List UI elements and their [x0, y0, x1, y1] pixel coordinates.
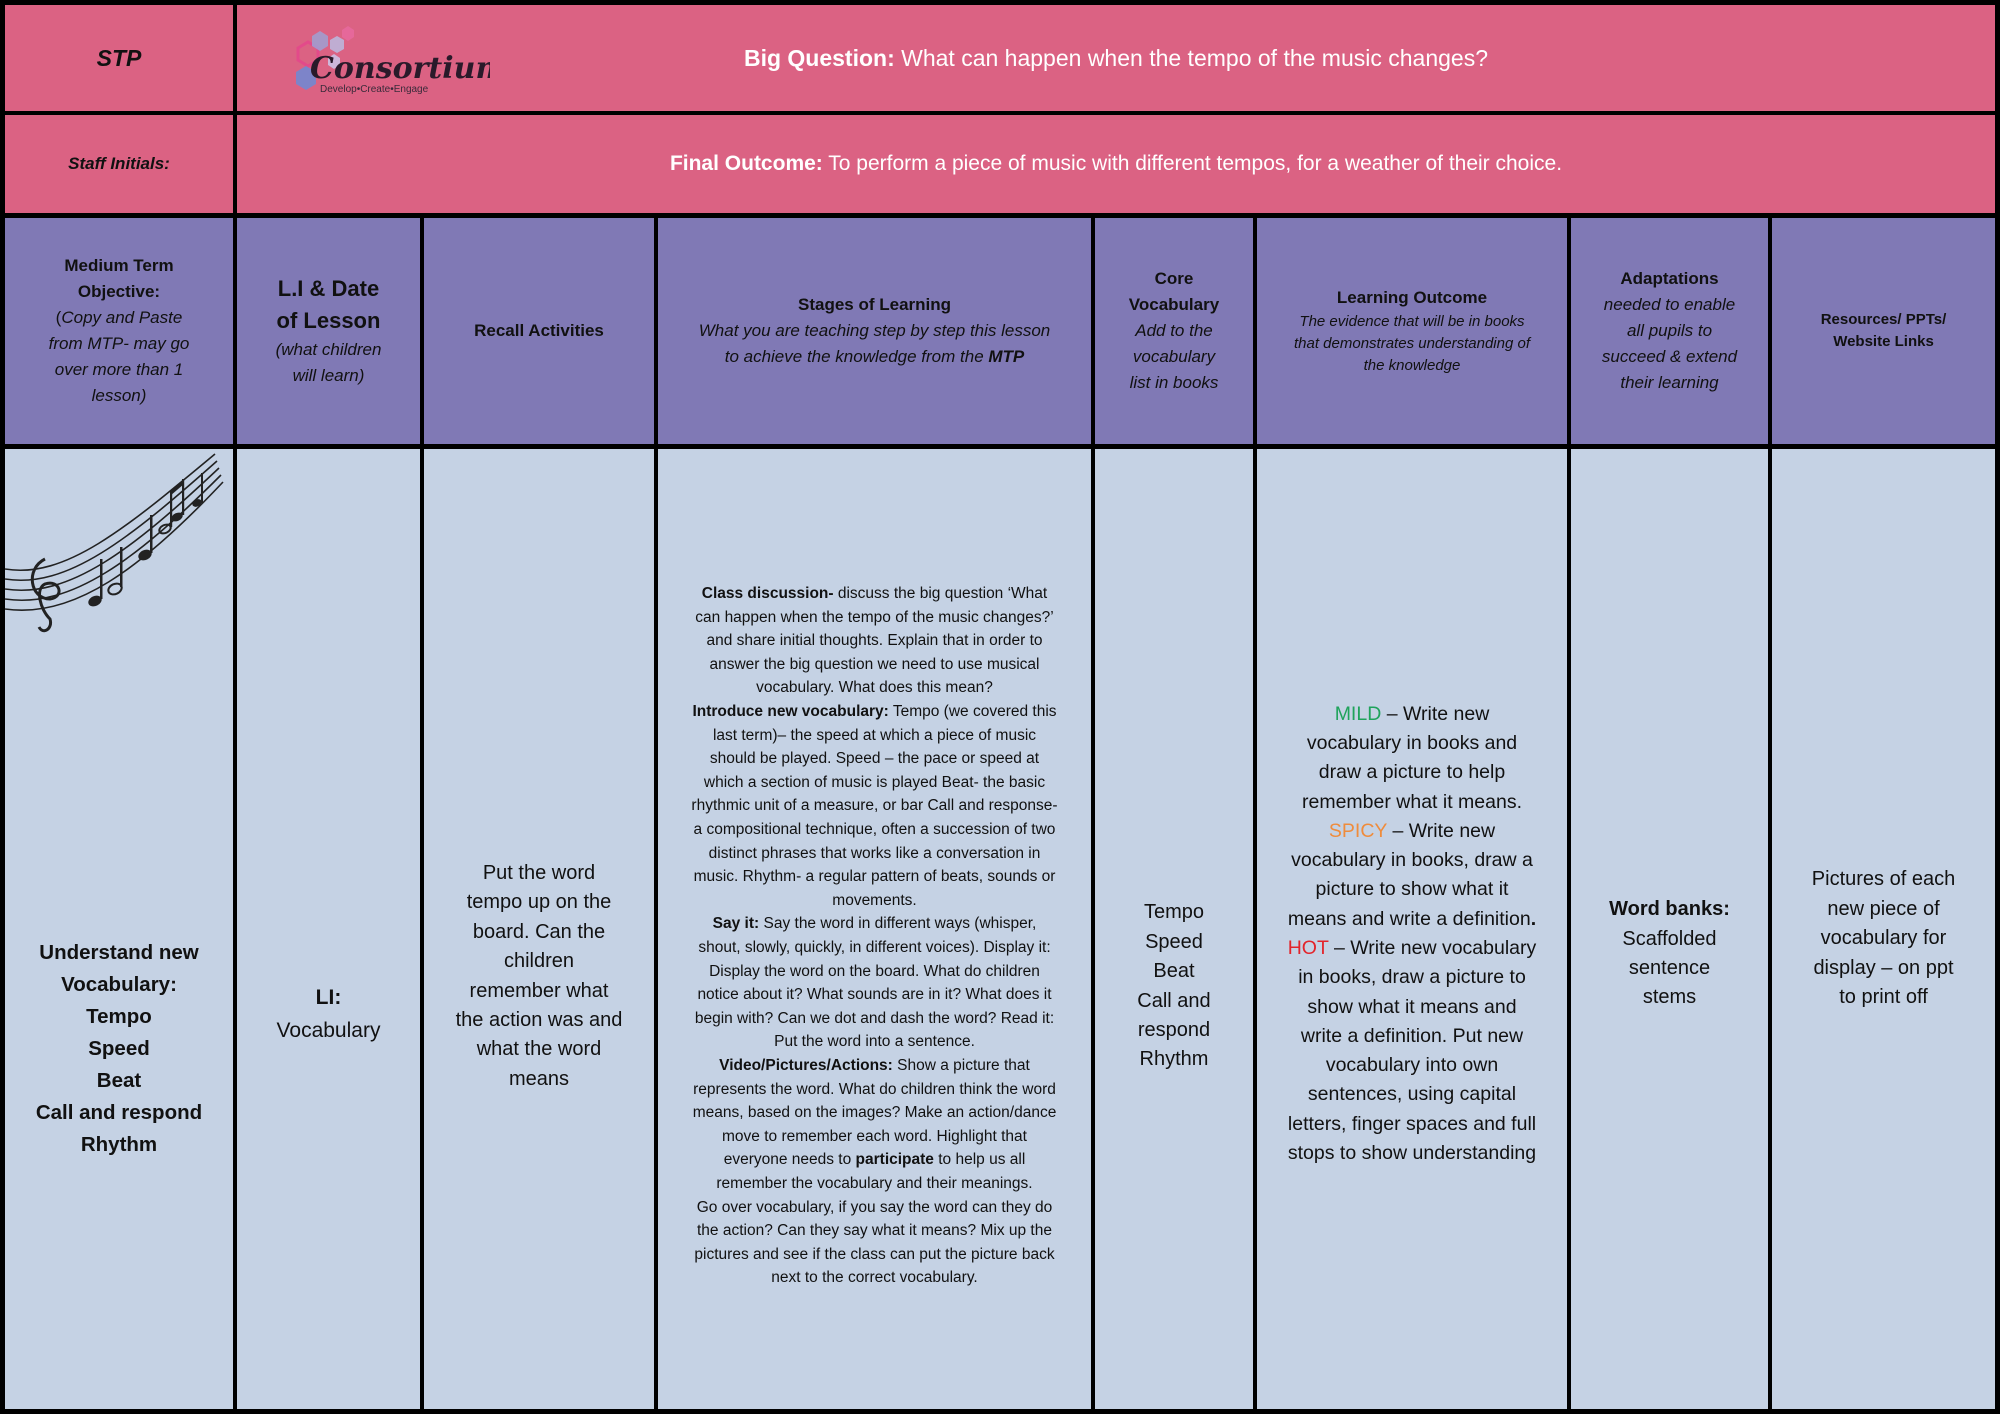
adapt-word-banks: Word banks:: [1609, 898, 1730, 921]
mto-line-2: Vocabulary:: [61, 973, 177, 996]
recall-line-2: tempo up on the: [466, 891, 612, 914]
stp-label: STP: [96, 44, 142, 71]
cell-adaptations: [1571, 449, 1768, 1409]
recall-line-4: children: [503, 950, 575, 973]
adapt-line-3: stems: [1642, 986, 1697, 1009]
header-core-vocabulary: [1095, 218, 1253, 444]
outcome-spicy: [1287, 817, 1537, 934]
resources-line-4: display – on ppt: [1813, 956, 1954, 979]
mto-line-3: Tempo: [86, 1005, 152, 1028]
consortium-logo: [270, 22, 490, 102]
adapt-title: Adaptations: [1620, 269, 1719, 288]
stages-p4-bold: Video/Pictures/Actions:: [719, 1056, 893, 1074]
stages-para-1: [690, 582, 1059, 700]
cell-core-vocabulary: [1095, 449, 1253, 1409]
stages-p4-bold2: participate: [855, 1151, 934, 1169]
stages-para-3: [690, 912, 1059, 1054]
stages-p1-text: discuss the big question ‘What can happen when the tempo of the music changes?’ and share initial thoughts. Explain that in order to answer the big question we need to use musical vocabulary. What does this mean?: [695, 585, 1054, 697]
cell-learning-outcome: [1257, 449, 1567, 1409]
mto-sub-4: over more than 1: [54, 360, 184, 379]
mild-text: – Write new vocabulary in books and draw a picture to help remember what it means.: [1302, 702, 1522, 813]
resources-line-5: to print off: [1839, 986, 1928, 1009]
vocab-sub-1: Add to the: [1135, 321, 1213, 340]
outcome-mild: [1287, 700, 1537, 817]
li-label: LI:: [315, 986, 342, 1009]
final-outcome-label: Final Outcome:: [669, 152, 823, 175]
resources-line-2: new piece of: [1827, 897, 1940, 920]
stp-cell: [5, 5, 233, 111]
recall-line-6: the action was and: [455, 1008, 623, 1031]
cell-resources: [1772, 449, 1995, 1409]
outcome-sub-2: that demonstrates understanding of: [1294, 335, 1530, 352]
mto-line-1: Understand new: [39, 941, 199, 964]
recall-line-5: remember what: [469, 979, 609, 1002]
vocab-line-6: Rhythm: [1139, 1048, 1209, 1071]
header-adaptations: [1571, 218, 1768, 444]
mto-sub-3: from MTP- may go: [48, 334, 190, 353]
vocab-title-2: Vocabulary: [1128, 295, 1220, 314]
spicy-text: – Write new vocabulary in books, draw a picture to show what it means and write a definition: [1287, 819, 1533, 930]
stages-p5-text: Go over vocabulary, if you say the word can they do the action? Can they say what it means? Mix up the pictures and see if the class can put the picture back next to the correct vocabulary.: [694, 1198, 1055, 1287]
hot-label: HOT: [1287, 937, 1329, 959]
recall-line-1: Put the word: [482, 861, 596, 884]
li-sub-1: (what children: [275, 340, 382, 359]
vocab-line-4: Call and: [1137, 989, 1211, 1012]
stages-p3-bold: Say it:: [712, 915, 760, 933]
vocab-line-2: Speed: [1145, 930, 1203, 953]
stages-p2-text: Tempo (we covered this last term)– the speed at which a piece of music should be played. Speed – the pace or speed at which a section of music is played Beat- the basic rhythmic unit of a measure, or bar Call and response- a compositional technique, often a succession of two distinct phrases that works like a conversation in music. Rhythm- a regular pattern of beats, sounds or movements.: [691, 703, 1058, 909]
stages-title: Stages of Learning: [797, 295, 952, 314]
stages-para-4: [690, 1054, 1059, 1196]
stages-p3-text: Say the word in different ways (whisper, shout, slowly, quickly, in different voices). Display it: Display the word on the board. What do children notice about it? What sounds are in it? What does it begin with? Can we dot and dash the word? Read it: Put the word into a sentence.: [694, 915, 1055, 1051]
stages-p1-bold: Class discussion-: [701, 585, 834, 603]
final-outcome-text: To perform a piece of music with different tempos, for a weather of their choice.: [822, 152, 1563, 175]
music-staff-icon: [5, 449, 225, 649]
hot-text: – Write new vocabulary in books, draw a picture to show what it means and write a definition. Put new vocabulary into own sentences, using capital letters, finger spaces and full stops to show understanding: [1287, 937, 1537, 1165]
outcome-sub-1: The evidence that will be in books: [1299, 313, 1525, 330]
big-question: [744, 45, 1488, 72]
adapt-sub-2: all pupils to: [1626, 321, 1713, 340]
li-text: Vocabulary: [276, 1019, 381, 1042]
recall-line-3: board. Can the: [472, 920, 606, 943]
cell-medium-term-objective: [5, 449, 233, 1409]
recall-title: Recall Activities: [474, 321, 604, 340]
stages-para-5: [690, 1196, 1059, 1290]
vocab-sub-2: vocabulary: [1132, 347, 1216, 366]
recall-line-7: what the word: [476, 1038, 602, 1061]
header-medium-term-objective: [5, 218, 233, 444]
stages-sub-1: What you are teaching step by step this lesson: [698, 321, 1051, 340]
final-outcome: [670, 152, 1562, 176]
mto-line-6: Call and respond: [35, 1101, 203, 1124]
adapt-sub-1: needed to enable: [1603, 295, 1736, 314]
mto-line-7: Rhythm: [80, 1133, 158, 1156]
adapt-line-2: sentence: [1628, 957, 1711, 979]
header-learning-outcome: [1257, 218, 1567, 444]
vocab-sub-3: list in books: [1129, 373, 1219, 392]
outcome-title: Learning Outcome: [1336, 288, 1488, 307]
resources-line-1: Pictures of each: [1811, 868, 1956, 891]
mto-sub-2: Copy and Paste: [61, 308, 183, 327]
cell-li: [237, 449, 420, 1409]
cell-stages-of-learning: [658, 449, 1091, 1409]
vocab-line-1: Tempo: [1143, 901, 1204, 924]
mto-sub-1: (: [55, 308, 62, 327]
spicy-label: SPICY: [1328, 819, 1388, 842]
stages-p2-bold: Introduce new vocabulary:: [692, 703, 889, 721]
outcome-hot: [1287, 934, 1537, 1168]
resources-line-3: vocabulary for: [1820, 927, 1947, 950]
mild-label: MILD: [1334, 702, 1382, 725]
staff-initials-cell: [5, 115, 233, 213]
header-li-date: [237, 218, 420, 444]
hexagon-logo-icon: [270, 22, 490, 102]
header-resources: [1772, 218, 1995, 444]
stages-p4-text2: to help us all remember the vocabulary and their meanings.: [716, 1151, 1033, 1192]
big-question-cell: [237, 5, 1995, 111]
stages-p4-text: Show a picture that represents the word. What do children think the word means, based on the images? Make an action/dance move to remember each word. Highlight that everyone needs to: [692, 1056, 1057, 1169]
staff-initials-label: Staff Initials:: [68, 154, 170, 173]
li-sub-2: will learn): [292, 366, 365, 385]
adapt-sub-4: their learning: [1620, 373, 1719, 392]
big-question-text: What can happen when the tempo of the music changes?: [894, 44, 1489, 71]
recall-line-8: means: [508, 1067, 570, 1090]
resources-title-1: Resources/ PPTs/: [1820, 311, 1947, 328]
stages-sub-2a: to achieve the knowledge from the: [724, 347, 989, 366]
vocab-line-3: Beat: [1153, 960, 1195, 983]
adapt-line-1: Scaffolded: [1622, 927, 1717, 950]
cell-recall-activities: [424, 449, 654, 1409]
mto-line-5: Beat: [96, 1069, 142, 1092]
logo-tagline: Develop•Create•Engage: [320, 84, 429, 95]
header-stages-of-learning: [658, 218, 1091, 444]
stages-para-2: [690, 700, 1059, 912]
spicy-end: .: [1530, 907, 1537, 930]
big-question-label: Big Question:: [743, 44, 895, 71]
resources-title-2: Website Links: [1833, 333, 1934, 350]
li-title-2: of Lesson: [276, 308, 381, 333]
final-outcome-cell: [237, 115, 1995, 213]
logo-name: Consortium: [310, 51, 490, 86]
stages-sub-2b: MTP: [988, 347, 1025, 366]
mto-title-2: Objective:: [77, 282, 161, 301]
adapt-sub-3: succeed & extend: [1601, 347, 1738, 366]
header-recall-activities: [424, 218, 654, 444]
vocab-title-1: Core: [1154, 269, 1194, 288]
vocab-line-5: respond: [1137, 1018, 1211, 1041]
mto-title-1: Medium Term: [64, 256, 174, 275]
outcome-sub-3: the knowledge: [1363, 357, 1461, 374]
mto-line-4: Speed: [88, 1037, 150, 1060]
mto-sub-5: lesson): [91, 386, 147, 405]
li-title-1: L.I & Date: [277, 276, 380, 301]
